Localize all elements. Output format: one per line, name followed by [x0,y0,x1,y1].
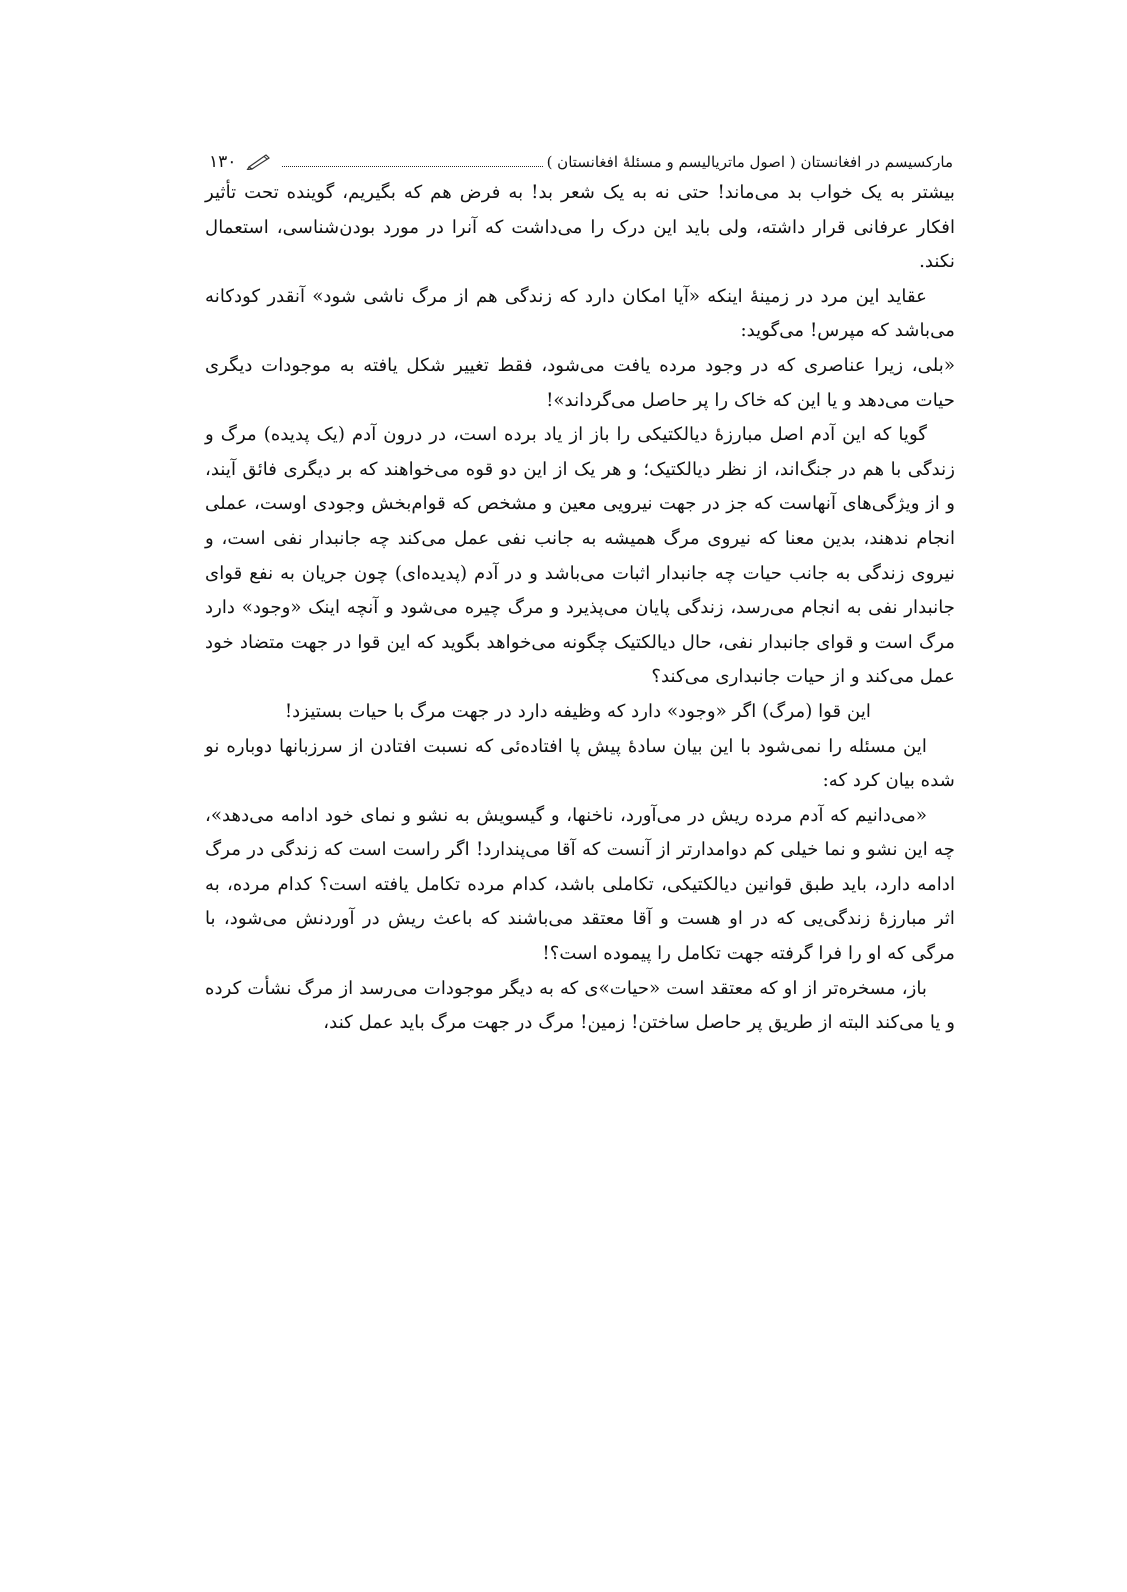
running-title: مارکسیسم در افغانستان ( اصول ماتریالیسم و مسئلهٔ افغانستان ) [546,153,953,171]
paragraph-continued: بیشتر به یک خواب بد می‌ماند! حتی نه به یک شعر بد! به فرض هم که بگیریم، گوینده تحت تأثیر افکار عرفانی قرار داشته، ولی باید این درک را می‌داشت که آنرا در مورد بودن‌شناسی، استعمال نکند. [205,182,955,273]
page-header [205,146,953,172]
paragraph: گویا که این آدم اصل مبارزهٔ دیالکتیکی را باز از یاد برده است، در درون آدم (یک پدیده) مرگ و زندگی با هم در جنگ‌اند، از نظر دیالکتیک؛ و هر یک از این دو قوه می‌خواهند که بر دیگری فائق آیند، و از ویژگی‌های آنهاست که جز در جهت نیرویی معین و مشخص که قوام‌بخش وجودی اوست، عملی انجام ندهند، بدین معنا که نیروی مرگ همیشه به جانب نفی عمل می‌کند چه جانبدار نفی است، و نیروی زندگی به جانب حیات چه جانبدار اثبات می‌باشد و در آدم (پدیده‌ای) چون جریان به نفع قوای جانبدار نفی به انجام می‌رسد، زندگی پایان می‌پذیرد و مرگ چیره می‌شود و آنچه اینک «وجود» دارد مرگ است و قوای جانبدار نفی، حال دیالکتیک چگونه می‌خواهد بگوید که این قوا در جهت متضاد خود عمل می‌کند و از حیات جانبداری می‌کند؟ [205,424,955,688]
quote-paragraph: «بلی، زیرا عناصری که در وجود مرده یافت می‌شود، فقط تغییر شکل یافته به موجودات دیگری حیات می‌دهد و یا این که خاک را پر حاصل می‌گرداند»! [205,354,955,411]
paragraph: عقاید این مرد در زمینهٔ اینکه «آیا امکان دارد که زندگی هم از مرگ ناشی شود» آنقدر کودکانه می‌باشد که مپرس! می‌گوید: [205,285,955,342]
pencil-icon [246,152,272,170]
paragraph: این قوا (مرگ) اگر «وجود» دارد که وظیفه دارد در جهت مرگ با حیات بستیزد! [284,700,871,722]
page-number: ۱۳۰ [209,152,237,172]
paragraph: این مسئله را نمی‌شود با این بیان سادهٔ پیش پا افتاده‌ئی که نسبت افتادن از سرزبانها دوباره نو شده بیان کرد که: [205,735,955,792]
header-dot-leader [282,165,542,167]
paragraph: باز، مسخره‌تر از او که معتقد است «حیات»ی که به دیگر موجودات می‌رسد از مرگ نشأت کرده و یا می‌کند البته از طریق پر حاصل ساختن! زمین! مرگ در جهت مرگ باید عمل کند، [205,977,955,1034]
body-text [205,176,955,1041]
quote-paragraph: «می‌دانیم که آدم مرده ریش در می‌آورد، ناخنها، و گیسویش به نشو و نمای خود ادامه می‌دهد»، چه این نشو و نما خیلی کم دوامدارتر از آنست که آقا می‌پندارد! اگر راست است که زندگی در مرگ ادامه دارد، باید طبق قوانین دیالکتیکی، تکاملی باشد، کدام مرده تکامل یافته است؟ کدام مرده، به اثر مبارزهٔ زندگی‌یی که در او هست و آقا معتقد می‌باشند که باعث ریش در آوردنش می‌شود، با مرگی که او را فرا گرفته جهت تکامل را پیموده است؟! [205,804,955,965]
